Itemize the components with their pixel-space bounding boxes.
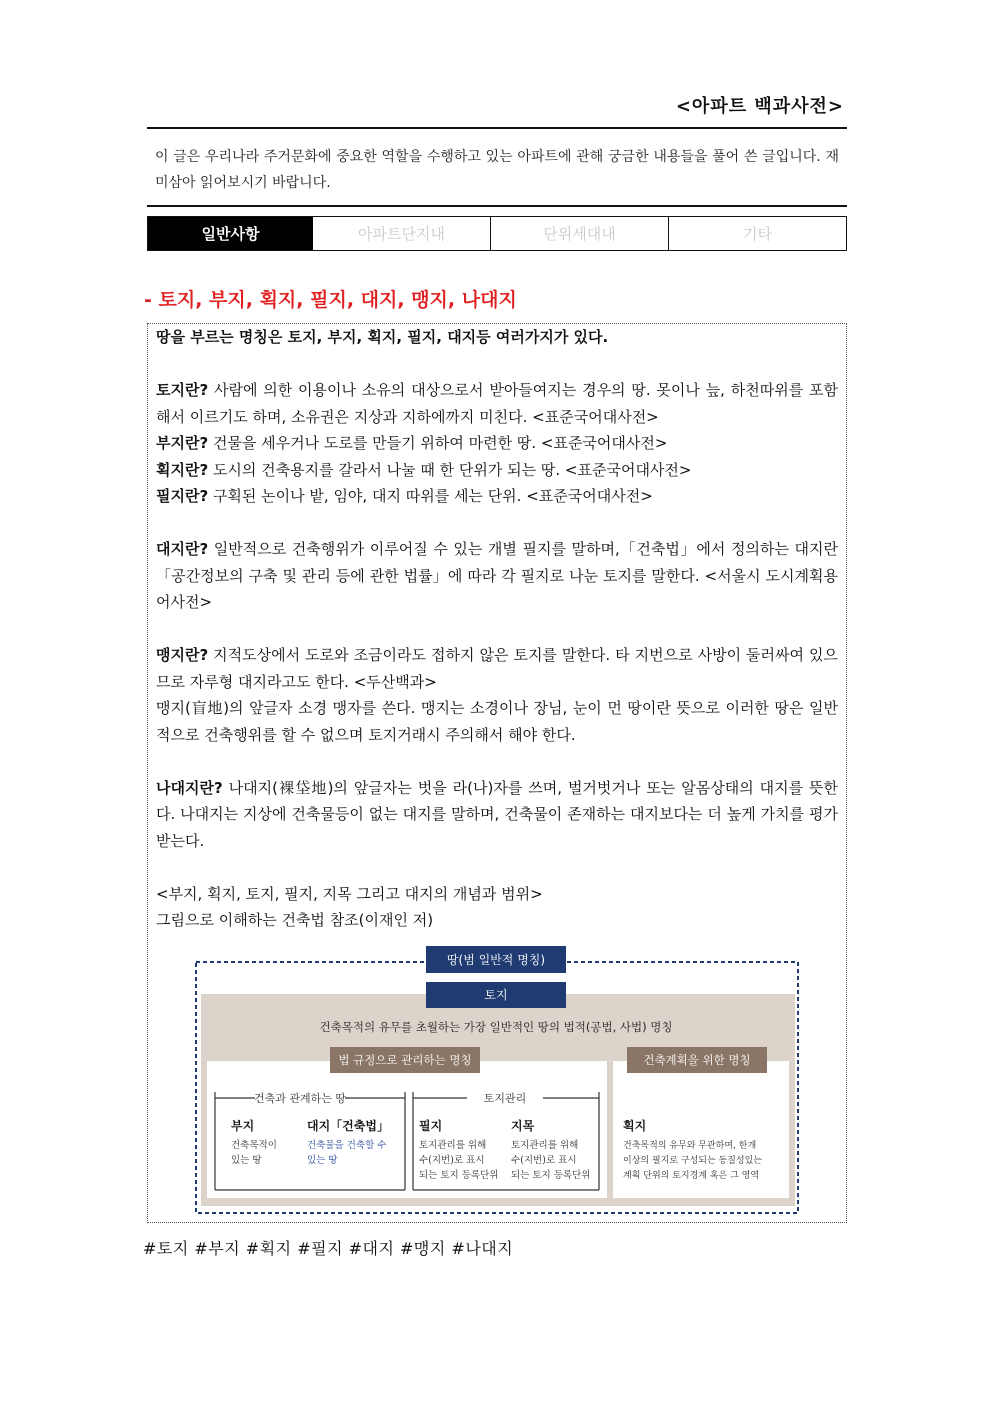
maengji-term: 맹지란? — [156, 646, 209, 664]
item-pilji-desc-1: 토지관리를 위해 — [419, 1140, 487, 1151]
nadaeji-definition: 나대지(裸垈地)의 앞글자는 벗을 라(나)자를 쓰며, 벌거벗거나 또는 알몸상태의 대지를 뜻한다. 나대지는 지상에 건축물등이 없는 대지를 말하며, 건축물이 존재하는 대지보다는 더 높게 가치를 평가받는다. — [156, 778, 838, 850]
toji-label: 토지 — [484, 988, 508, 1002]
hoekji-paragraph — [156, 457, 838, 484]
top-divider — [147, 127, 847, 129]
intro-text: 이 글은 우리나라 주거문화에 중요한 역할을 수행하고 있는 아파트에 관해 궁금한 내용들을 풀어 쓴 글입니다. 재미삼아 읽어보시기 바랍니다. — [155, 149, 839, 191]
buji-paragraph — [156, 430, 838, 457]
item-hoekji-desc-1: 건축목적의 유무와 무관하며, 한개 — [623, 1141, 757, 1151]
land-terms-diagram — [195, 945, 800, 1215]
pilji-paragraph — [156, 483, 838, 510]
item-buji-title: 부지 — [231, 1119, 255, 1133]
tab-apartment-complex[interactable]: 아파트단지내 — [358, 225, 445, 243]
document-title: <아파트 백과사전> — [675, 96, 844, 117]
item-buji-desc-1: 건축목적이 — [231, 1140, 277, 1151]
article-body — [156, 324, 838, 934]
toji-description: 건축목적의 유무를 초월하는 가장 일반적인 땅의 법적(공법, 사법) 명칭 — [319, 1020, 673, 1034]
toji-paragraph — [156, 377, 838, 430]
item-jimok-desc-3: 되는 토지 등록단위 — [511, 1170, 591, 1181]
buji-definition: 건물을 세우거나 도로를 만들기 위하여 마련한 땅. <표준국어대사전> — [208, 434, 668, 452]
plan-label: 건축계획을 위한 명칭 — [643, 1053, 751, 1067]
figure-source: 그림으로 이해하는 건축법 참조(이재인 저) — [156, 911, 434, 929]
top-label: 땅(범 일반적 명칭) — [446, 953, 546, 967]
buji-term: 부지란? — [156, 434, 209, 452]
toji-definition: 사람에 의한 이용이나 소유의 대상으로서 받아들여지는 경우의 땅. 못이나 늪, 하천따위를 포함해서 이르기도 하며, 소유권은 지상과 지하에까지 미친다. <표준국어대사전> — [156, 381, 838, 426]
item-pilji-desc-3: 되는 토지 등록단위 — [419, 1170, 499, 1181]
item-pilji-desc-2: 수(지번)로 표시 — [419, 1155, 485, 1166]
item-hoekji-desc-3: 계획 단위의 토지경계 혹은 그 영역 — [623, 1171, 760, 1181]
item-jimok-desc-1: 토지관리를 위해 — [511, 1140, 579, 1151]
pilji-definition: 구획된 논이나 밭, 임야, 대지 따위를 세는 단위. <표준국어대사전> — [208, 487, 653, 505]
intro-divider — [147, 205, 847, 207]
item-hoekji-desc-2: 이상의 필지로 구성되는 동질성있는 — [623, 1156, 762, 1166]
hoekji-definition: 도시의 건축용지를 갈라서 나눌 때 한 단위가 되는 땅. <표준국어대사전> — [208, 460, 692, 479]
pilji-term: 필지란? — [156, 487, 209, 505]
hoekji-term: 획지란? — [156, 460, 209, 479]
item-daeji-title: 대지「건축법」 — [307, 1119, 389, 1133]
item-jimok-desc-2: 수(지번)로 표시 — [511, 1155, 577, 1166]
nadaeji-paragraph — [156, 775, 838, 855]
daeji-definition: 일반적으로 건축행위가 이루어질 수 있는 개별 필지를 말하며,「건축법」에서 정의하는 대지란「공간정보의 구축 및 관리 등에 관한 법률」에 따라 각 필지로 나눈 토지를 말한다. <서울시 도시계획용어사전> — [156, 540, 838, 611]
tab-etc[interactable]: 기타 — [668, 217, 846, 250]
category-tabs — [147, 216, 847, 251]
figure-caption: <부지, 획지, 토지, 필지, 지목 그리고 대지의 개념과 범위> — [156, 884, 543, 903]
section-heading: - 토지, 부지, 획지, 필지, 대지, 맹지, 나대지 — [144, 289, 517, 311]
nadaeji-term: 나대지란? — [156, 778, 223, 797]
toji-term: 토지란? — [156, 381, 209, 399]
hashtags: #토지 #부지 #획지 #필지 #대지 #맹지 #나대지 — [143, 1239, 514, 1258]
item-daeji-desc-2: 있는 땅 — [307, 1155, 338, 1166]
daeji-term: 대지란? — [156, 540, 209, 558]
lead-text: 땅을 부르는 명칭은 토지, 부지, 획지, 필지, 대지등 여러가지가 있다. — [156, 328, 609, 346]
item-jimok-title: 지목 — [511, 1119, 535, 1133]
maengji-paragraph-2: 맹지(盲地)의 앞글자 소경 맹자를 쓴다. 맹지는 소경이나 장님, 눈이 먼 땅이란 뜻으로 이러한 땅은 일반적으로 건축행위를 할 수 없으며 토지거래시 주의해서 해야 한다. — [156, 699, 838, 744]
item-hoekji-title: 획지 — [623, 1119, 647, 1133]
legal-label: 법 규정으로 관리하는 명칭 — [338, 1053, 472, 1067]
item-daeji-desc-1: 건축물을 건축할 수 — [307, 1140, 387, 1151]
maengji-paragraph — [156, 642, 838, 695]
tab-unit[interactable]: 단위세대내 — [490, 217, 668, 250]
maengji-definition: 지적도상에서 도로와 조금이라도 접하지 않은 토지를 말한다. 타 지번으로 사방이 둘러싸여 있으므로 자루형 대지라고도 한다. <두산백과> — [156, 646, 838, 691]
tab-general[interactable]: 일반사항 — [148, 217, 313, 250]
item-buji-desc-2: 있는 땅 — [231, 1155, 262, 1166]
land-group-label: 토지관리 — [483, 1092, 527, 1105]
daeji-paragraph — [156, 536, 838, 616]
item-pilji-title: 필지 — [419, 1119, 443, 1133]
building-group-label: 건축과 관계하는 땅 — [253, 1092, 347, 1105]
